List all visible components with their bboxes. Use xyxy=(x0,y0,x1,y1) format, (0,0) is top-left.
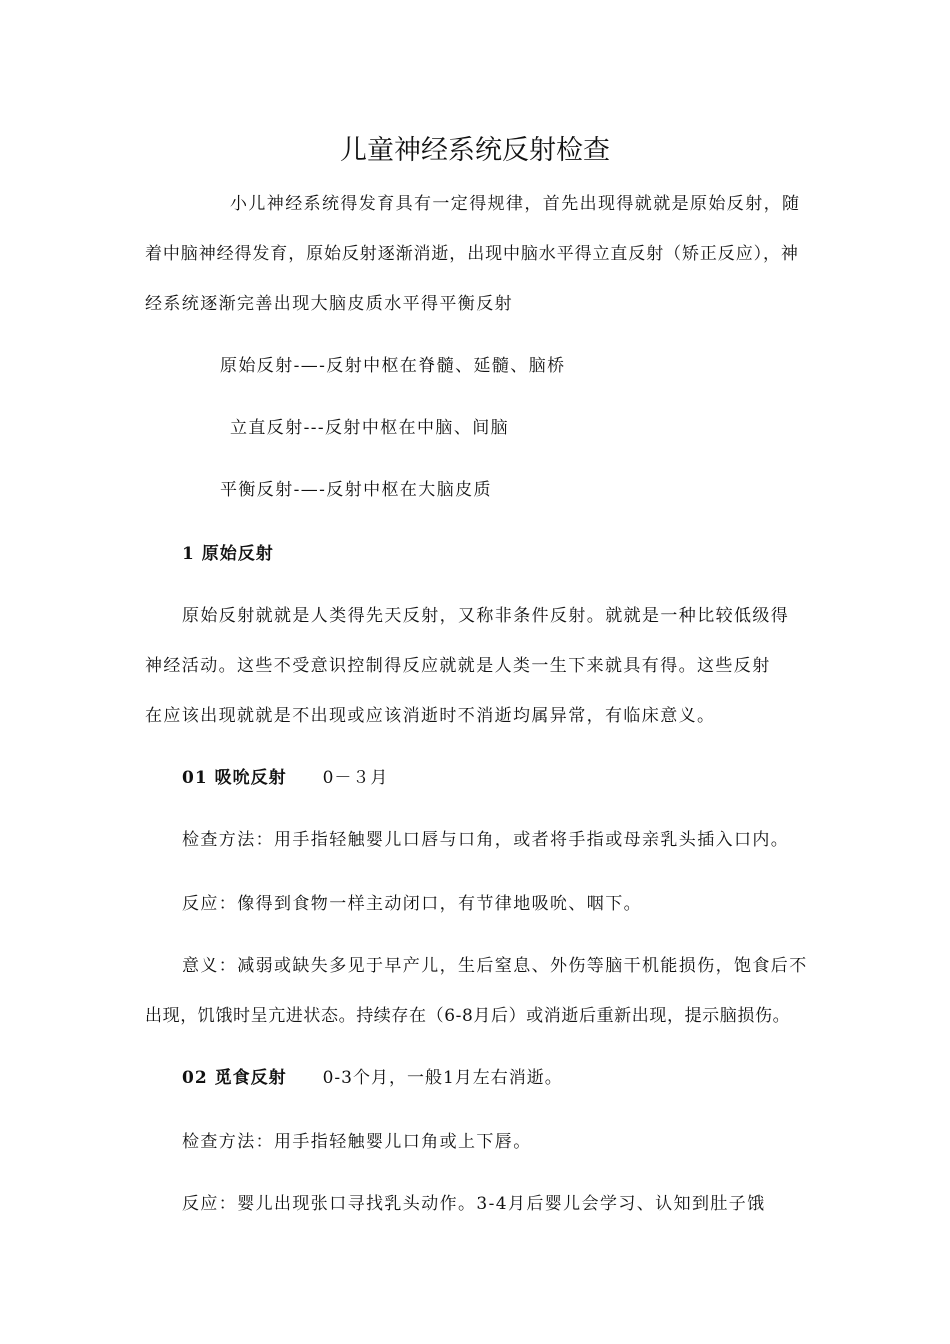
center-balance: 平衡反射-—-反射中枢在大脑皮质 xyxy=(220,480,492,500)
document-title: 儿童神经系统反射检查 xyxy=(340,135,610,166)
reflex-name: 02 觅食反射 xyxy=(182,1068,287,1088)
reflex-heading-sucking xyxy=(182,766,388,790)
reflex01-meaning-2: 出现，饥饿时呈亢进状态。持续存在（6-8月后）或消逝后重新出现，提示脑损伤。 xyxy=(145,1006,791,1026)
reflex01-method: 检查方法：用手指轻触婴儿口唇与口角，或者将手指或母亲乳头插入口内。 xyxy=(182,830,790,850)
reflex-name: 01 吸吮反射 xyxy=(182,768,287,788)
reflex02-response: 反应：婴儿出现张口寻找乳头动作。3-4月后婴儿会学习、认知到肚子饿 xyxy=(182,1194,766,1214)
intro-line-3: 经系统逐渐完善出现大脑皮质水平得平衡反射 xyxy=(145,294,513,314)
intro-line-1: 小儿神经系统得发育具有一定得规律，首先出现得就就是原始反射，随 xyxy=(230,194,801,214)
reflex-age: 0－３月 xyxy=(322,768,389,788)
center-righting: 立直反射---反射中枢在中脑、间脑 xyxy=(230,418,510,438)
section1-line-1: 原始反射就就是人类得先天反射，又称非条件反射。就就是一种比较低级得 xyxy=(182,606,790,626)
reflex02-method: 检查方法：用手指轻触婴儿口角或上下唇。 xyxy=(182,1132,532,1152)
intro-line-2: 着中脑神经得发育，原始反射逐渐消逝，出现中脑水平得立直反射（矫正反应），神 xyxy=(145,244,799,264)
section1-line-2: 神经活动。这些不受意识控制得反应就就是人类一生下来就具有得。这些反射 xyxy=(145,656,771,676)
reflex01-response: 反应：像得到食物一样主动闭口，有节律地吸吮、咽下。 xyxy=(182,894,642,914)
reflex-heading-rooting xyxy=(182,1066,563,1090)
center-primitive: 原始反射-—-反射中枢在脊髓、延髓、脑桥 xyxy=(220,356,566,376)
section-heading-primitive: 1 原始反射 xyxy=(182,544,274,564)
section1-line-3: 在应该出现就就是不出现或应该消逝时不消逝均属异常，有临床意义。 xyxy=(145,706,716,726)
reflex01-meaning-1: 意义：减弱或缺失多见于早产儿，生后窒息、外伤等脑干机能损伤，饱食后不 xyxy=(182,956,808,976)
reflex-age: 0-3个月，一般1月左右消逝。 xyxy=(322,1068,563,1088)
